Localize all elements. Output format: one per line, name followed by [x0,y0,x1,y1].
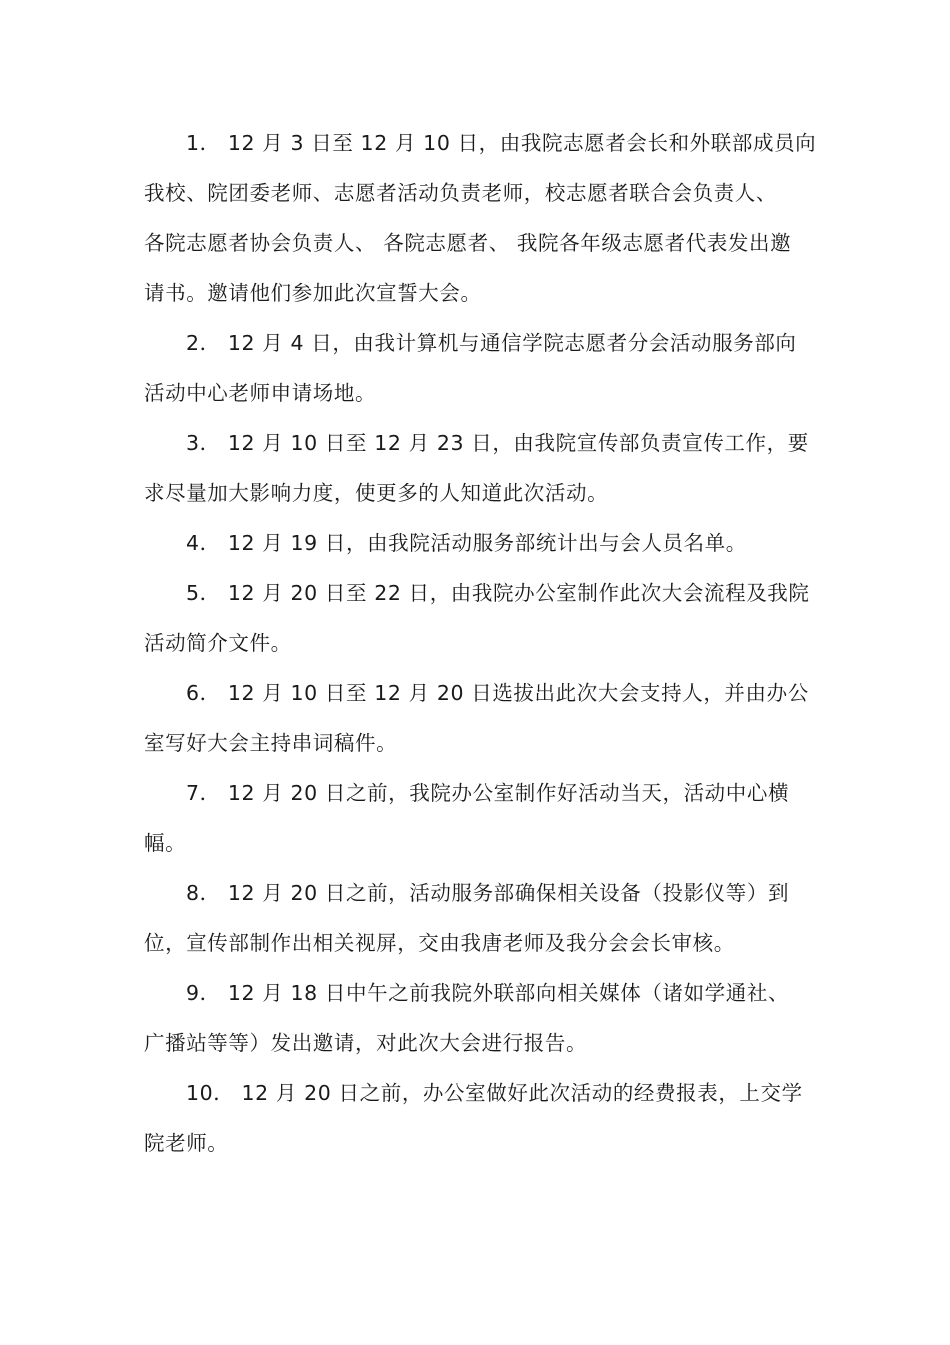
paragraph-line: 8． 12 月 20 日之前，活动服务部确保相关设备（投影仪等）到 [186,881,790,905]
paragraph-line: 各院志愿者协会负责人、 各院志愿者、 我院各年级志愿者代表发出邀 [144,231,792,255]
paragraph-line: 院老师。 [144,1131,229,1155]
paragraph-line: 活动中心老师申请场地。 [144,381,377,405]
list-item [144,668,809,768]
paragraph-line: 7． 12 月 20 日之前，我院办公室制作好活动当天，活动中心横 [186,781,790,805]
paragraph-line: 2． 12 月 4 日，由我计算机与通信学院志愿者分会活动服务部向 [186,331,797,355]
paragraph-line: 我校、院团委老师、志愿者活动负责老师，校志愿者联合会负责人、 [144,181,777,205]
paragraph-line: 活动简介文件。 [144,631,292,655]
document-body [144,118,817,1168]
list-item [144,568,810,668]
paragraph-line: 9． 12 月 18 日中午之前我院外联部向相关媒体（诸如学通社、 [186,981,790,1005]
paragraph-line: 6． 12 月 10 日至 12 月 20 日选拔出此次大会支持人，并由办公 [186,681,809,705]
paragraph-line: 幅。 [144,831,187,855]
paragraph-line: 4． 12 月 19 日，由我院活动服务部统计出与会人员名单。 [186,531,747,555]
list-item [144,118,817,318]
list-item [144,768,794,868]
paragraph-line: 求尽量加大影响力度，使更多的人知道此次活动。 [144,481,609,505]
paragraph-line: 室写好大会主持串词稿件。 [144,731,398,755]
list-item [144,1068,803,1168]
paragraph-line: 10． 12 月 20 日之前，办公室做好此次活动的经费报表，上交学 [186,1081,803,1105]
paragraph-line: 5． 12 月 20 日至 22 日，由我院办公室制作此次大会流程及我院 [186,581,810,605]
paragraph-line: 请书。邀请他们参加此次宣誓大会。 [144,281,482,305]
list-item [144,418,809,518]
list-item [144,868,794,968]
list-item [144,968,794,1068]
list-item [144,318,797,418]
list-item [144,518,794,568]
paragraph-line: 广播站等等）发出邀请，对此次大会进行报告。 [144,1031,588,1055]
paragraph-line: 1． 12 月 3 日至 12 月 10 日，由我院志愿者会长和外联部成员向 [186,131,817,155]
paragraph-line: 位，宣传部制作出相关视屏，交由我唐老师及我分会会长审核。 [144,931,735,955]
paragraph-line: 3． 12 月 10 日至 12 月 23 日，由我院宣传部负责宣传工作，要 [186,431,809,455]
